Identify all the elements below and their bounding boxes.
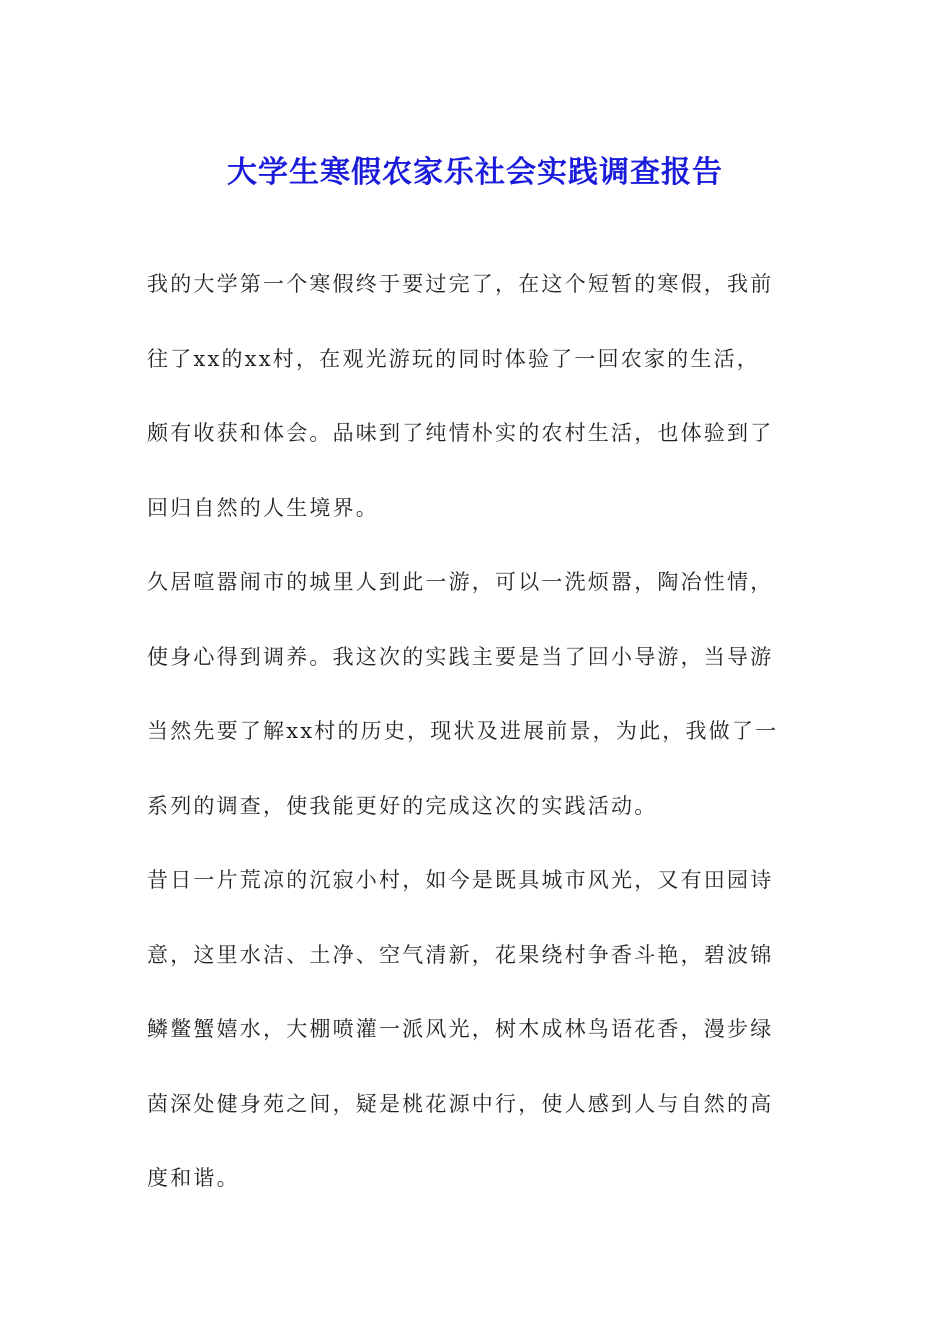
text-line: 意，这里水洁、土净、空气清新，花果绕村争香斗艳，碧波锦 xyxy=(147,942,774,967)
paragraph-2 xyxy=(147,560,807,858)
text-line: 度和谐。 xyxy=(147,1166,240,1190)
text-line: 往了xx的xx村，在观光游玩的同时体验了一回农家的生活， xyxy=(147,346,760,371)
text-line: 我的大学第一个寒假终于要过完了，在这个短暂的寒假，我前 xyxy=(147,272,774,296)
paragraph-1 xyxy=(147,262,807,560)
text-line: 昔日一片荒凉的沉寂小村，如今是既具城市风光，又有田园诗 xyxy=(147,868,774,892)
text-line: 当然先要了解xx村的历史，现状及进展前景，为此，我做了一 xyxy=(147,719,779,743)
document-title: 大学生寒假农家乐社会实践调查报告 xyxy=(227,155,723,191)
document-body xyxy=(147,262,807,1231)
paragraph-3 xyxy=(147,858,807,1231)
text-line: 系列的调查，使我能更好的完成这次的实践活动。 xyxy=(147,793,658,818)
text-line: 久居喧嚣闹市的城里人到此一游，可以一洗烦嚣，陶冶性情， xyxy=(147,570,774,594)
text-line: 茵深处健身苑之间，疑是桃花源中行，使人感到人与自然的高 xyxy=(147,1091,774,1116)
text-line: 使身心得到调养。我这次的实践主要是当了回小导游，当导游 xyxy=(147,644,774,669)
text-line: 鳞鳖蟹嬉水，大棚喷灌一派风光，树木成林鸟语花香，漫步绿 xyxy=(147,1017,774,1041)
text-line: 回归自然的人生境界。 xyxy=(147,495,379,520)
text-line: 颇有收获和体会。品味到了纯情朴实的农村生活，也体验到了 xyxy=(147,421,774,445)
